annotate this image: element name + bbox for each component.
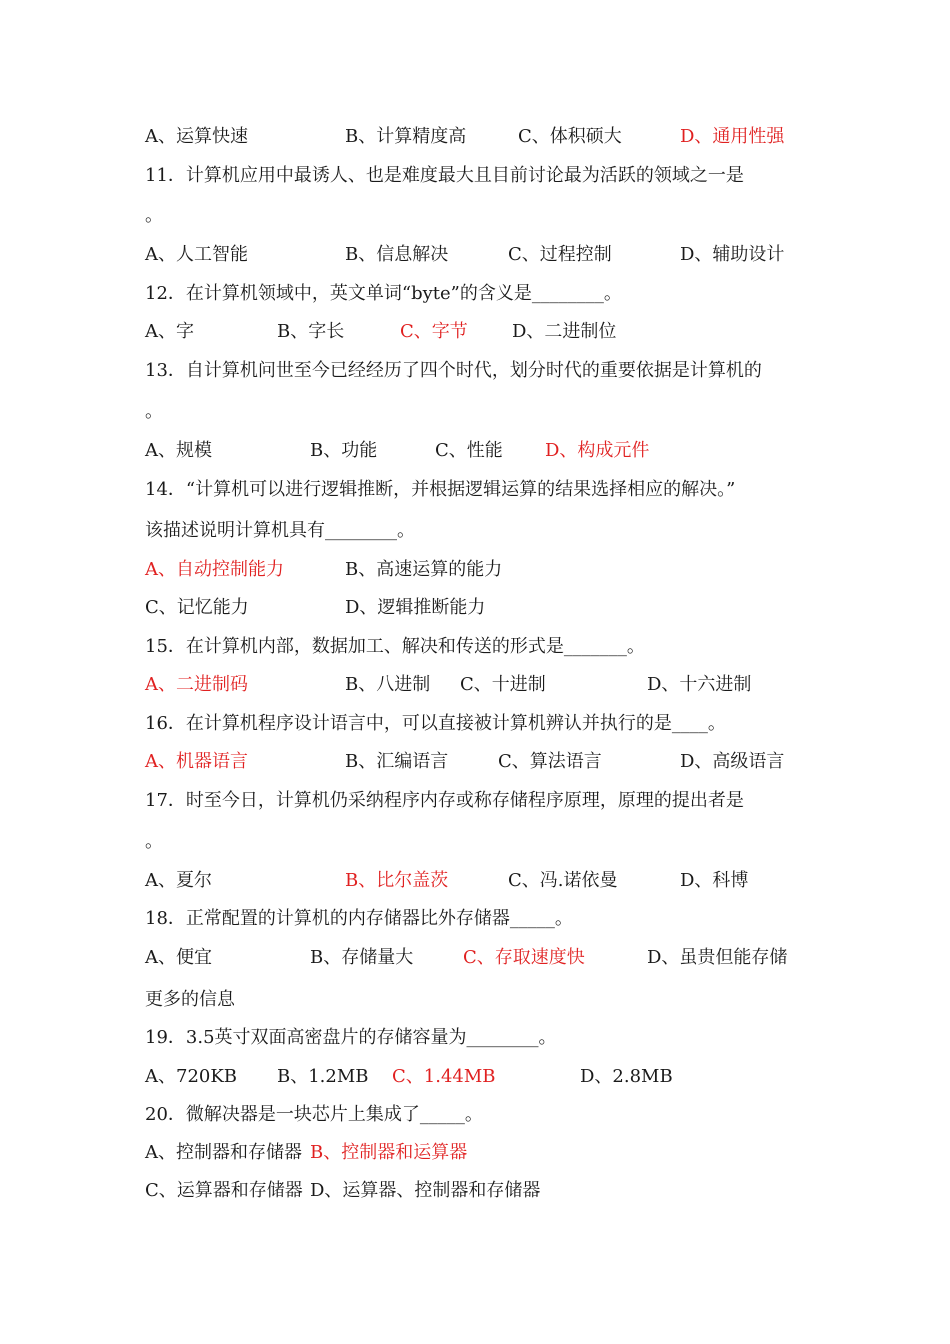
answer-option: A、字 (145, 321, 194, 342)
question-text: 。 (145, 831, 163, 852)
answer-option: D、2.8MB (580, 1066, 673, 1087)
question-text: 更多的信息 (145, 989, 235, 1010)
answer-option: A、夏尔 (145, 870, 212, 891)
answer-option-correct: B、控制器和运算器 (310, 1142, 468, 1163)
answer-option: A、运算快速 (145, 126, 248, 147)
answer-option-correct: A、二进制码 (145, 674, 248, 695)
question-text: 12．在计算机领域中，英文单词“byte”的含义是________。 (145, 283, 622, 304)
answer-option-correct: D、构成元件 (545, 440, 650, 461)
answer-option: C、十进制 (460, 674, 546, 695)
answer-option: A、控制器和存储器 (145, 1142, 302, 1163)
answer-option-correct: D、通用性强 (680, 126, 785, 147)
answer-option: B、存储量大 (310, 947, 414, 968)
answer-option-correct: C、1.44MB (392, 1066, 496, 1087)
question-text: 20．微解决器是一块芯片上集成了_____。 (145, 1104, 483, 1125)
question-text: 。 (145, 401, 163, 422)
answer-option: C、体积硕大 (518, 126, 622, 147)
question-text: 17．时至今日，计算机仍采纳程序内存或称存储程序原理，原理的提出者是 (145, 790, 744, 811)
question-text: 11．计算机应用中最诱人、也是难度最大且目前讨论最为活跃的领域之一是 (145, 165, 744, 186)
answer-option-correct: A、自动控制能力 (145, 559, 284, 580)
question-text: 14．“计算机可以进行逻辑推断，并根据逻辑运算的结果选择相应的解决。” (145, 479, 736, 500)
answer-option: C、算法语言 (498, 751, 602, 772)
answer-option: C、运算器和存储器 (145, 1180, 303, 1201)
answer-option: B、计算精度高 (345, 126, 467, 147)
answer-option: D、虽贵但能存储 (647, 947, 788, 968)
answer-option-correct: C、字节 (400, 321, 468, 342)
answer-option-correct: A、机器语言 (145, 751, 248, 772)
question-text: 。 (145, 205, 163, 226)
question-text: 16．在计算机程序设计语言中，可以直接被计算机辨认并执行的是____。 (145, 713, 726, 734)
question-text: 13．自计算机问世至今已经经历了四个时代，划分时代的重要依据是计算机的 (145, 360, 762, 381)
answer-option: C、冯.诺依曼 (508, 870, 618, 891)
question-text: 18．正常配置的计算机的内存储器比外存储器_____。 (145, 908, 573, 929)
answer-option: D、逻辑推断能力 (345, 597, 486, 618)
answer-option-correct: C、存取速度快 (463, 947, 585, 968)
answer-option: D、辅助设计 (680, 244, 785, 265)
answer-option: C、性能 (435, 440, 503, 461)
answer-option: B、功能 (310, 440, 378, 461)
answer-option: D、科博 (680, 870, 749, 891)
answer-option: B、1.2MB (277, 1066, 369, 1087)
answer-option: B、八进制 (345, 674, 431, 695)
question-text: 19．3.5英寸双面高密盘片的存储容量为________。 (145, 1027, 557, 1048)
question-text: 15．在计算机内部，数据加工、解决和传送的形式是_______。 (145, 636, 645, 657)
answer-option: C、过程控制 (508, 244, 612, 265)
answer-option: A、规模 (145, 440, 212, 461)
answer-option: B、信息解决 (345, 244, 449, 265)
answer-option: D、二进制位 (512, 321, 617, 342)
answer-option: C、记忆能力 (145, 597, 249, 618)
answer-option: B、汇编语言 (345, 751, 449, 772)
answer-option: A、人工智能 (145, 244, 248, 265)
answer-option: B、高速运算的能力 (345, 559, 503, 580)
answer-option: A、便宜 (145, 947, 212, 968)
answer-option: D、十六进制 (647, 674, 752, 695)
answer-option: B、字长 (277, 321, 345, 342)
answer-option: D、高级语言 (680, 751, 785, 772)
question-text: 该描述说明计算机具有________。 (145, 520, 415, 541)
answer-option: A、720KB (145, 1066, 238, 1087)
answer-option-correct: B、比尔盖茨 (345, 870, 449, 891)
answer-option: D、运算器、控制器和存储器 (310, 1180, 541, 1201)
